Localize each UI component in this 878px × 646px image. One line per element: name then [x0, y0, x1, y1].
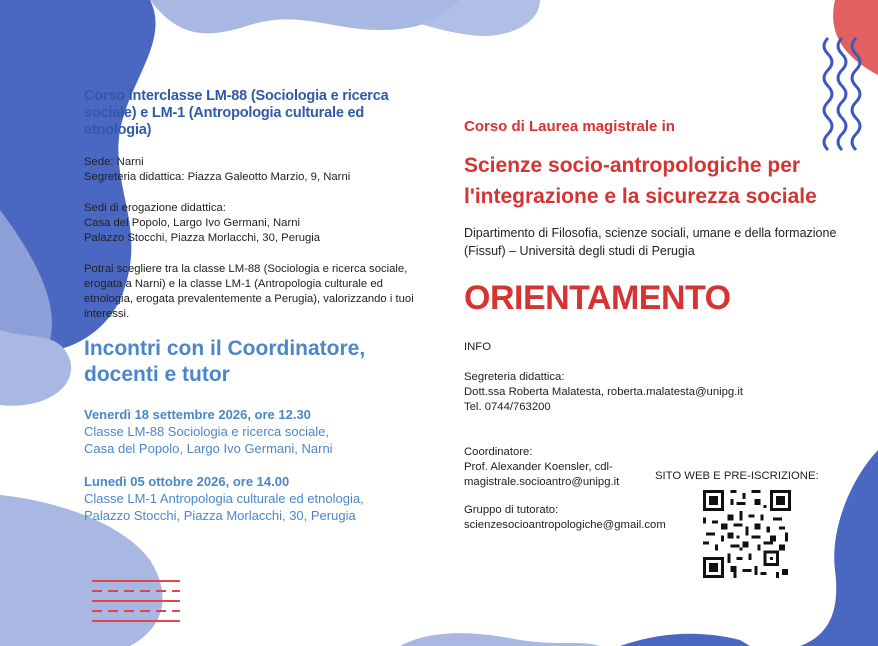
- left-column: [84, 88, 414, 524]
- striped-lines-decoration: [92, 577, 180, 625]
- sito-web-label: SITO WEB E PRE-ISCRIZIONE:: [655, 470, 819, 482]
- orientamento-heading: ORIENTAMENTO: [464, 279, 731, 317]
- course-title: Corso interclasse LM-88 (Sociologia e ricerca sociale) e LM-1 (Antropologia culturale ed etnologia): [84, 88, 389, 138]
- segreteria-label: Segreteria didattica:: [464, 371, 565, 383]
- blob-top-right-red: [833, 0, 878, 75]
- event-1: [84, 406, 414, 457]
- event-line: Classe LM-1 Antropologia culturale ed etnologia,: [84, 491, 364, 506]
- incontri-title: Incontri con il Coordinatore, docenti e tutor: [84, 337, 366, 386]
- event-line: Casa del Popolo, Largo Ivo Germani, Narni: [84, 441, 333, 456]
- coordinatore-email: magistrale.socioantro@unipg.it: [464, 476, 620, 488]
- event-date: Lunedì 05 ottobre 2026, ore 14.00: [84, 474, 290, 489]
- telephone: Tel. 0744/763200: [464, 401, 551, 413]
- sedi-erogazione-block: [84, 201, 414, 246]
- info-label: INFO: [464, 341, 491, 353]
- tutorato-label: Gruppo di tutorato:: [464, 504, 559, 516]
- sede-block: [84, 155, 414, 185]
- course-name: Scienze socio-antropologiche per l'integrazione e la sicurezza sociale: [464, 154, 817, 208]
- blob-bottom-center-2: [620, 634, 750, 646]
- sede-2: Palazzo Stocchi, Piazza Morlacchi, 30, Perugia: [84, 232, 321, 244]
- event-line: Classe LM-88 Sociologia e ricerca sociale,: [84, 424, 329, 439]
- description-text: Potrai scegliere tra la classe LM-88 (Sociologia e ricerca sociale, erogata a Narni) e la classe LM-1 (Antropologia culturale ed etnologia, erogata prevalentemente a Perugia), valorizzando i tuoi interessi.: [84, 263, 414, 320]
- course-subtitle: Corso di Laurea magistrale in: [464, 118, 675, 135]
- sede-1: Casa del Popolo, Largo Ivo Germani, Narni: [84, 217, 301, 229]
- department-text: Dipartimento di Filosofia, scienze sociali, umane e della formazione (Fissuf) – Università degli studi di Perugia: [464, 226, 837, 258]
- tutorato-email: scienzesocioantropologiche@gmail.com: [464, 519, 666, 531]
- blob-bottom-center: [400, 633, 600, 646]
- segreteria-text: Segreteria didattica: Piazza Galeotto Marzio, 9, Narni: [84, 171, 351, 183]
- sedi-erogazione-label: Sedi di erogazione didattica:: [84, 202, 226, 214]
- coordinatore-label: Coordinatore:: [464, 446, 533, 458]
- sede-text: Sede: Narni: [84, 156, 144, 168]
- event-2: [84, 473, 414, 524]
- event-date: Venerdì 18 settembre 2026, ore 12.30: [84, 407, 311, 422]
- coordinatore-name: Prof. Alexander Koensler, cdl-: [464, 461, 613, 473]
- qr-code[interactable]: [703, 490, 791, 578]
- segreteria-contact: Dott.ssa Roberta Malatesta, roberta.malatesta@unipg.it: [464, 386, 743, 398]
- event-line: Palazzo Stocchi, Piazza Morlacchi, 30, Perugia: [84, 508, 356, 523]
